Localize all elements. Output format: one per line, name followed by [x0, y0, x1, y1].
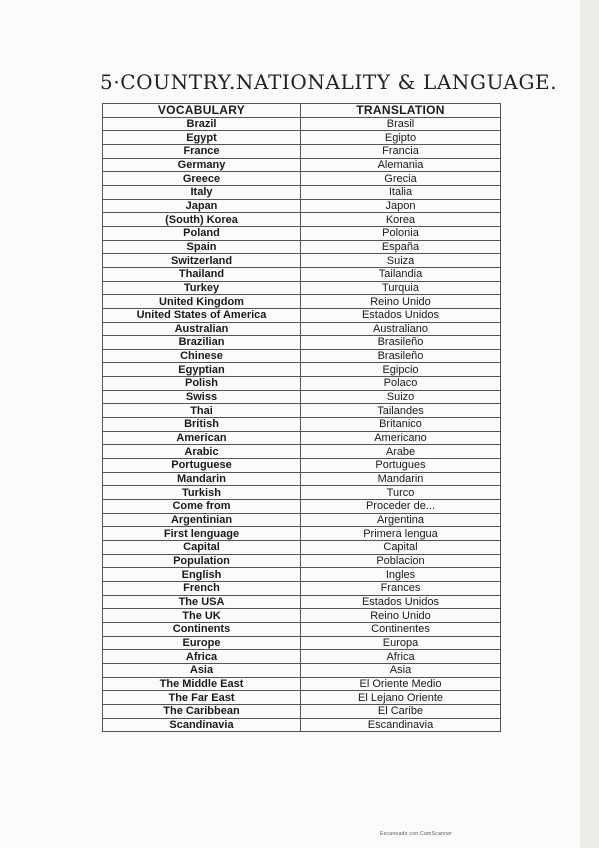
- table-row: [103, 117, 501, 131]
- table-row: [103, 213, 501, 227]
- vocabulary-cell: Italy: [103, 185, 301, 199]
- translation-cell: Francia: [301, 144, 501, 158]
- vocabulary-cell: Africa: [103, 650, 301, 664]
- vocabulary-cell: Turkish: [103, 486, 301, 500]
- translation-cell: Africa: [301, 650, 501, 664]
- translation-cell: Escandinavia: [301, 718, 501, 732]
- table-row: [103, 254, 501, 268]
- vocabulary-cell: (South) Korea: [103, 213, 301, 227]
- vocabulary-cell: American: [103, 431, 301, 445]
- translation-cell: Reino Unido: [301, 295, 501, 309]
- table-row: [103, 445, 501, 459]
- vocabulary-cell: United Kingdom: [103, 295, 301, 309]
- vocabulary-cell: Japan: [103, 199, 301, 213]
- table-row: [103, 527, 501, 541]
- translation-cell: Tailandes: [301, 404, 501, 418]
- table-row: [103, 663, 501, 677]
- table-row: [103, 622, 501, 636]
- table-row: [103, 541, 501, 555]
- vocabulary-cell: Mandarin: [103, 472, 301, 486]
- translation-cell: Brasil: [301, 117, 501, 131]
- table-row: [103, 472, 501, 486]
- vocabulary-cell: Come from: [103, 500, 301, 514]
- table-row: [103, 377, 501, 391]
- table-row: [103, 568, 501, 582]
- table-row: [103, 322, 501, 336]
- table-row: [103, 281, 501, 295]
- table-row: [103, 226, 501, 240]
- translation-cell: Primera lengua: [301, 527, 501, 541]
- table-row: [103, 363, 501, 377]
- translation-cell: Egipto: [301, 131, 501, 145]
- table-row: [103, 554, 501, 568]
- table-row: [103, 691, 501, 705]
- table-row: [103, 513, 501, 527]
- translation-cell: Brasileño: [301, 349, 501, 363]
- table-row: [103, 718, 501, 732]
- vocabulary-cell: Continents: [103, 622, 301, 636]
- translation-cell: Ingles: [301, 568, 501, 582]
- vocabulary-cell: Spain: [103, 240, 301, 254]
- translation-cell: Turco: [301, 486, 501, 500]
- vocabulary-cell: Capital: [103, 541, 301, 555]
- translation-cell: El Lejano Oriente: [301, 691, 501, 705]
- scanner-watermark: Escaneado con CamScanner: [380, 831, 453, 837]
- translation-cell: Capital: [301, 541, 501, 555]
- table-header-row: [103, 104, 501, 118]
- vocabulary-cell: French: [103, 581, 301, 595]
- table-row: [103, 418, 501, 432]
- vocabulary-cell: The USA: [103, 595, 301, 609]
- vocabulary-cell: First lenguage: [103, 527, 301, 541]
- translation-cell: Polonia: [301, 226, 501, 240]
- vocabulary-cell: Turkey: [103, 281, 301, 295]
- translation-cell: Europa: [301, 636, 501, 650]
- translation-cell: Alemania: [301, 158, 501, 172]
- table-row: [103, 295, 501, 309]
- translation-cell: Australiano: [301, 322, 501, 336]
- vocabulary-cell: Thai: [103, 404, 301, 418]
- translation-cell: Tailandia: [301, 267, 501, 281]
- vocabulary-cell: The Middle East: [103, 677, 301, 691]
- vocabulary-cell: Switzerland: [103, 254, 301, 268]
- translation-cell: Reino Unido: [301, 609, 501, 623]
- table-row: [103, 500, 501, 514]
- table-row: [103, 459, 501, 473]
- vocabulary-cell: Egyptian: [103, 363, 301, 377]
- table-row: [103, 486, 501, 500]
- page-title: 5·COUNTRY.NATIONALITY & LANGUAGE.: [100, 70, 558, 94]
- vocabulary-cell: British: [103, 418, 301, 432]
- translation-cell: Asia: [301, 663, 501, 677]
- vocabulary-cell: Brazil: [103, 117, 301, 131]
- vocabulary-cell: Greece: [103, 172, 301, 186]
- translation-cell: Poblacion: [301, 554, 501, 568]
- table-row: [103, 677, 501, 691]
- translation-cell: Estados Unidos: [301, 308, 501, 322]
- table-row: [103, 390, 501, 404]
- translation-cell: Italia: [301, 185, 501, 199]
- translation-cell: Japon: [301, 199, 501, 213]
- table-row: [103, 404, 501, 418]
- vocabulary-table: [102, 103, 501, 732]
- table-row: [103, 650, 501, 664]
- vocabulary-cell: The Far East: [103, 691, 301, 705]
- vocabulary-cell: Brazilian: [103, 336, 301, 350]
- table-row: [103, 595, 501, 609]
- vocabulary-cell: The UK: [103, 609, 301, 623]
- vocabulary-cell: Europe: [103, 636, 301, 650]
- translation-cell: España: [301, 240, 501, 254]
- vocabulary-cell: Swiss: [103, 390, 301, 404]
- table-row: [103, 308, 501, 322]
- translation-cell: El Caribe: [301, 704, 501, 718]
- vocabulary-cell: Germany: [103, 158, 301, 172]
- translation-cell: Proceder de...: [301, 500, 501, 514]
- translation-cell: El Oriente Medio: [301, 677, 501, 691]
- translation-cell: Portugues: [301, 459, 501, 473]
- vocabulary-cell: United States of America: [103, 308, 301, 322]
- table-row: [103, 336, 501, 350]
- vocabulary-cell: The Caribbean: [103, 704, 301, 718]
- vocabulary-cell: Arabic: [103, 445, 301, 459]
- vocabulary-cell: France: [103, 144, 301, 158]
- translation-column-header: TRANSLATION: [301, 104, 501, 118]
- translation-cell: Britanico: [301, 418, 501, 432]
- table-row: [103, 349, 501, 363]
- table-row: [103, 199, 501, 213]
- vocabulary-cell: Portuguese: [103, 459, 301, 473]
- translation-cell: Mandarin: [301, 472, 501, 486]
- table-row: [103, 172, 501, 186]
- table-row: [103, 704, 501, 718]
- vocabulary-cell: Polish: [103, 377, 301, 391]
- table-row: [103, 144, 501, 158]
- vocabulary-cell: Thailand: [103, 267, 301, 281]
- vocabulary-cell: Chinese: [103, 349, 301, 363]
- translation-cell: Frances: [301, 581, 501, 595]
- vocabulary-cell: Egypt: [103, 131, 301, 145]
- translation-cell: Egipcio: [301, 363, 501, 377]
- table-row: [103, 240, 501, 254]
- translation-cell: Suiza: [301, 254, 501, 268]
- translation-cell: Continentes: [301, 622, 501, 636]
- table-row: [103, 131, 501, 145]
- table-row: [103, 267, 501, 281]
- vocabulary-cell: Poland: [103, 226, 301, 240]
- table-row: [103, 581, 501, 595]
- translation-cell: Brasileño: [301, 336, 501, 350]
- vocabulary-cell: Population: [103, 554, 301, 568]
- translation-cell: Argentina: [301, 513, 501, 527]
- translation-cell: Polaco: [301, 377, 501, 391]
- table-row: [103, 185, 501, 199]
- translation-cell: Turquia: [301, 281, 501, 295]
- table-row: [103, 431, 501, 445]
- translation-cell: Arabe: [301, 445, 501, 459]
- scan-edge: [580, 0, 599, 848]
- translation-cell: Korea: [301, 213, 501, 227]
- table-body: [103, 117, 501, 732]
- vocabulary-cell: Australian: [103, 322, 301, 336]
- vocabulary-column-header: VOCABULARY: [103, 104, 301, 118]
- translation-cell: Grecia: [301, 172, 501, 186]
- table-row: [103, 636, 501, 650]
- table-row: [103, 609, 501, 623]
- translation-cell: Estados Unidos: [301, 595, 501, 609]
- vocabulary-cell: Argentinian: [103, 513, 301, 527]
- translation-cell: Suizo: [301, 390, 501, 404]
- vocabulary-cell: Scandinavia: [103, 718, 301, 732]
- vocabulary-cell: Asia: [103, 663, 301, 677]
- vocabulary-cell: English: [103, 568, 301, 582]
- table-row: [103, 158, 501, 172]
- translation-cell: Americano: [301, 431, 501, 445]
